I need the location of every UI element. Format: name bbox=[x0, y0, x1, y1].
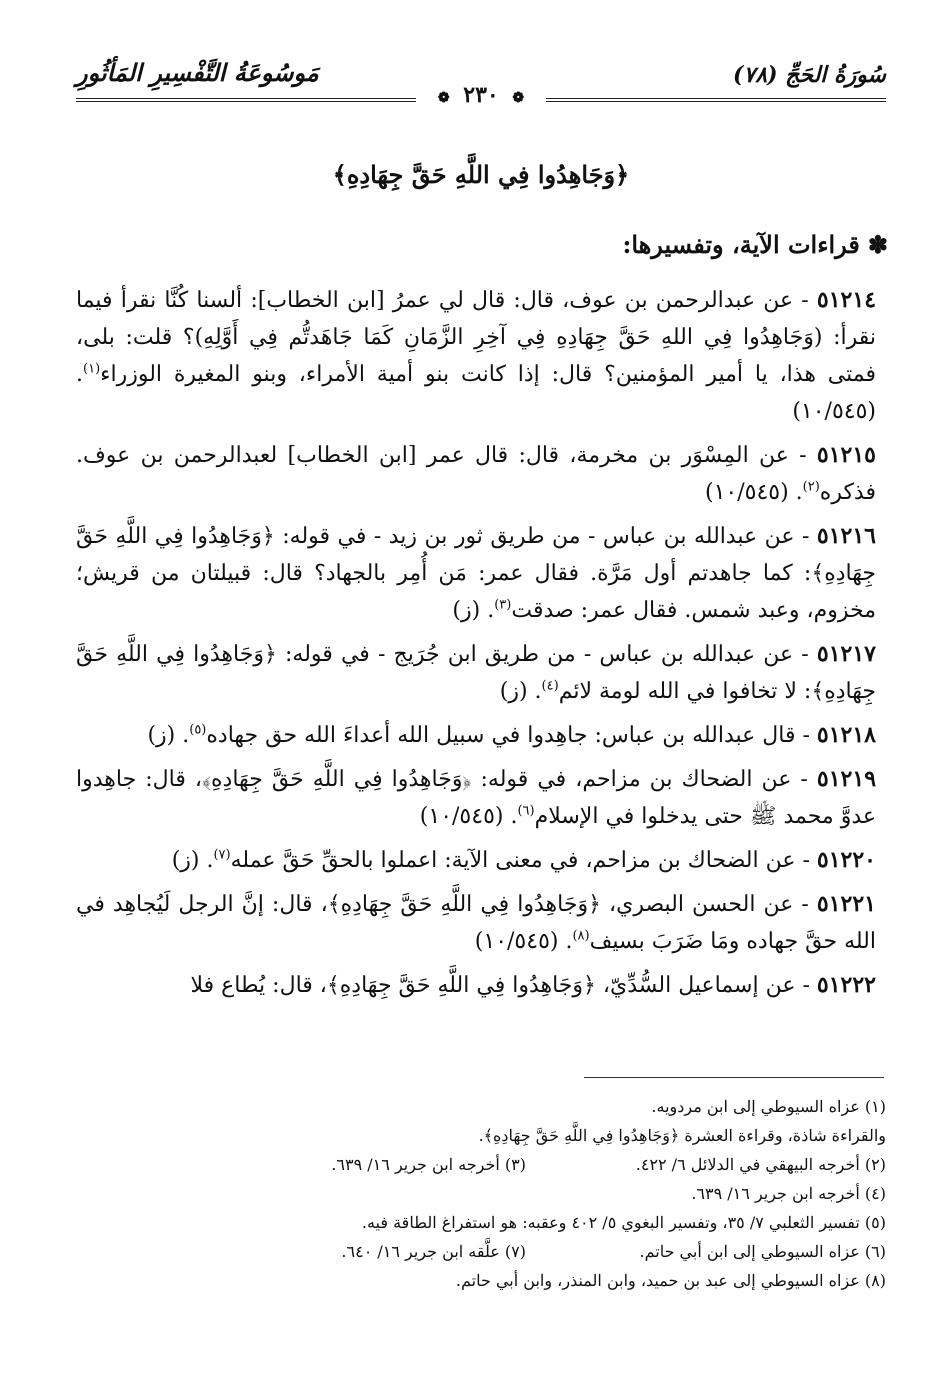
footnote-marker: (٧) bbox=[213, 847, 231, 863]
footnote-marker: (١) bbox=[83, 361, 101, 377]
footnote-pair bbox=[76, 1237, 886, 1266]
footnote-marker: (٥) bbox=[189, 722, 207, 738]
entry-reference: . (ز) bbox=[171, 848, 214, 873]
entry-text: - عن عبدالرحمن بن عوف، قال: قال لي عمرُ [ابن الخطاب]: ألسنا كُنَّا نقرأ فيما نقرأ: (وَجَاهِدُوا فِي اللهِ حَقَّ جِهَادِهِ فِي آخِرِ الزَّمَانِ كَمَا جَاهَدتُّم فِي أَوَّلِهِ)؟ قلت: بلى، فمتى هذا، يا أمير المؤمنين؟ قال: إذا كانت بنو أمية الأمراء، وبنو المغيرة الوزراء bbox=[76, 288, 876, 387]
entry-text: - عن عبدالله بن عباس - من طريق ابن جُرَيج - في قوله: ﴿وَجَاهِدُوا فِي اللَّهِ حَقَّ جِهَادِهِ﴾: لا تخافوا في الله لومة لائم bbox=[76, 642, 876, 704]
footnote-marker: (٤) bbox=[541, 678, 559, 694]
entry bbox=[76, 886, 876, 960]
header-rule bbox=[76, 101, 416, 102]
entry-text: - عن الضحاك بن مزاحم، في قوله: ﴿وَجَاهِدُوا فِي اللَّهِ حَقَّ جِهَادِهِ﴾، قال: جاهِدوا عدوَّ محمد ﷺ حتى يدخلوا في الإسلام bbox=[76, 767, 876, 829]
footnote: (٨) عزاه السيوطي إلى عبد بن حميد، وابن المنذر، وابن أبي حاتم. bbox=[455, 1271, 886, 1290]
entry-text: - عن عبدالله بن عباس - من طريق ثور بن زيد - في قوله: ﴿وَجَاهِدُوا فِي اللَّهِ حَقَّ جِهَادِهِ﴾: كما جاهدتم أول مَرَّة. فقال عمر: مَن أُمِر بالجهاد؟ قال: قبيلتان من قريش؛ مخزوم، وعبد شمس. فقال عمر: صدقت bbox=[76, 524, 876, 623]
entry-number: ٥١٢٢٢ bbox=[816, 972, 876, 998]
entry bbox=[76, 518, 876, 629]
entry bbox=[76, 761, 876, 835]
entry-number: ٥١٢١٩ bbox=[816, 766, 877, 792]
entry-number: ٥١٢١٥ bbox=[816, 442, 876, 468]
star-icon: ✽ bbox=[867, 230, 888, 259]
page-number: ٢٣٠ bbox=[463, 82, 499, 108]
entry-number: ٥١٢١٦ bbox=[816, 523, 876, 549]
entry-number: ٥١٢١٤ bbox=[816, 287, 877, 313]
footnote-marker: (٨) bbox=[572, 928, 590, 944]
footnote: (٤) أخرجه ابن جرير ١٦/ ٦٣٩. bbox=[691, 1184, 886, 1203]
header-rule bbox=[76, 98, 416, 99]
book-title: مَوسُوعَةُ التَّفْسِيرِ المَأثُورِ bbox=[76, 58, 319, 87]
entry-text: - عن الضحاك بن مزاحم، في معنى الآية: اعملوا بالحقِّ حَقَّ عمله bbox=[230, 848, 810, 873]
section-title: قراءات الآية، وتفسيرها: bbox=[622, 230, 860, 259]
entry-text: - عن الحسن البصري، ﴿وَجَاهِدُوا فِي اللَّهِ حَقَّ جِهَادِهِ﴾، قال: إنَّ الرجل لَيُجاهِد في الله حقَّ جهاده ومَا ضَرَبَ بسيف bbox=[76, 892, 876, 954]
entries-body bbox=[76, 282, 876, 1011]
footnote-marker: (٦) bbox=[517, 803, 535, 819]
entry-text: - عن إسماعيل السُّدِّيّ، ﴿وَجَاهِدُوا فِي اللَّهِ حَقَّ جِهَادِهِ﴾، قال: يُطاع فلا bbox=[190, 973, 810, 998]
header-rule bbox=[546, 98, 886, 99]
entry-number: ٥١٢٢١ bbox=[816, 891, 876, 917]
section-heading bbox=[622, 230, 888, 259]
footnote: (٧) علَّقه ابن جرير ١٦/ ٦٤٠. bbox=[341, 1242, 526, 1261]
entry-reference: . (١٠/٥٤٥) bbox=[76, 362, 876, 424]
footnote: (٣) أخرجه ابن جرير ١٦/ ٦٣٩. bbox=[331, 1155, 526, 1174]
footnotes bbox=[76, 1092, 886, 1295]
entry-reference: . (ز) bbox=[147, 723, 190, 748]
page-header bbox=[76, 58, 886, 106]
entry-text: - عن المِسْوَر بن مخرمة، قال: قال عمر [ابن الخطاب] لعبدالرحمن بن عوف. فذكره bbox=[76, 443, 876, 505]
page-number-group bbox=[432, 82, 530, 108]
entry bbox=[76, 967, 876, 1004]
entry-reference: . (ز) bbox=[452, 598, 495, 623]
footnote-marker: (٢) bbox=[802, 479, 820, 495]
footnote: (٢) أخرجه البيهقي في الدلائل ٦/ ٤٢٢. bbox=[635, 1155, 886, 1174]
entry bbox=[76, 717, 876, 754]
footnote-separator bbox=[584, 1077, 884, 1078]
entry-reference: . (١٠/٥٤٥) bbox=[704, 480, 803, 505]
footnote: (١) عزاه السيوطي إلى ابن مردويه. bbox=[651, 1097, 886, 1116]
entry-reference: . (١٠/٥٤٥) bbox=[474, 929, 573, 954]
footnote: (٦) عزاه السيوطي إلى ابن أبي حاتم. bbox=[639, 1242, 886, 1261]
ayah-heading: ﴿وَجَاهِدُوا فِي اللَّهِ حَقَّ جِهَادِهِ﴾ bbox=[332, 160, 630, 189]
entry-number: ٥١٢١٨ bbox=[816, 722, 876, 748]
entry bbox=[76, 842, 876, 879]
entry-reference: . (١٠/٥٤٥) bbox=[419, 804, 518, 829]
footnote-marker: (٣) bbox=[494, 597, 512, 613]
entry bbox=[76, 282, 876, 430]
entry bbox=[76, 437, 876, 511]
surah-title: سُورَةُ الحَجِّ (٧٨) bbox=[733, 62, 886, 88]
entry bbox=[76, 636, 876, 710]
footnote-pair bbox=[76, 1150, 886, 1179]
footnote: والقراءة شاذة، وقراءة العشرة ﴿وَجَاهِدُوا فِي اللَّهِ حَقَّ جِهَادِهِ﴾. bbox=[478, 1126, 886, 1145]
ornament-icon: ❁ bbox=[437, 90, 450, 106]
entry-reference: . (ز) bbox=[499, 679, 542, 704]
footnote: (٥) تفسير الثعلبي ٧/ ٣٥، وتفسير البغوي ٥/ ٤٠٢ وعقبه: هو استفراغ الطاقة فيه. bbox=[361, 1213, 886, 1232]
header-rule bbox=[546, 101, 886, 102]
ornament-icon: ❁ bbox=[512, 90, 525, 106]
entry-number: ٥١٢١٧ bbox=[816, 641, 876, 667]
entry-text: - قال عبدالله بن عباس: جاهِدوا في سبيل الله أعداءَ الله حق جهاده bbox=[206, 723, 810, 748]
entry-number: ٥١٢٢٠ bbox=[816, 847, 876, 873]
